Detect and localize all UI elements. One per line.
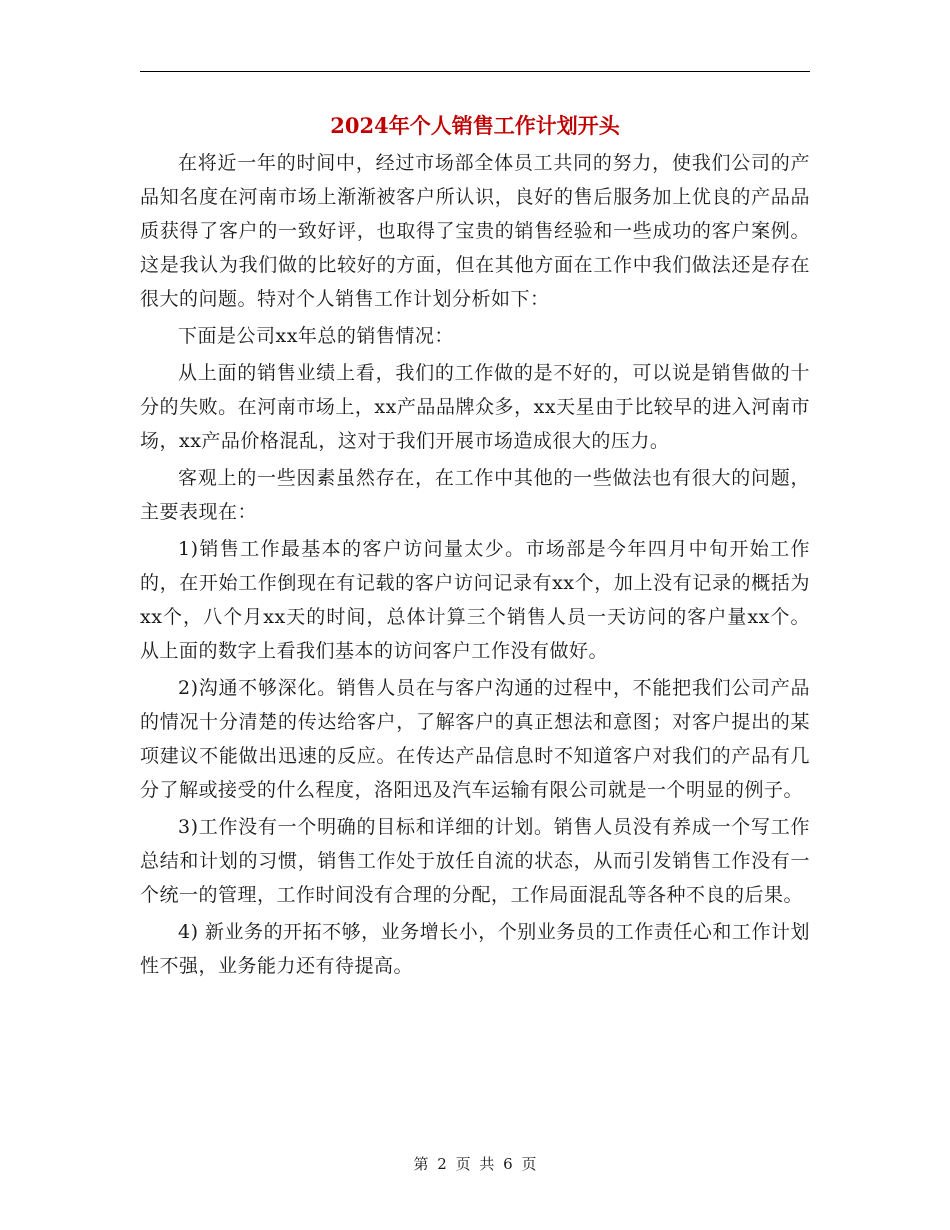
paragraph-problem-2: 2)沟通不够深化。销售人员在与客户沟通的过程中，不能把我们公司产品的情况十分清楚的传达给客户，了解客户的真正想法和意图；对客户提出的某项建议不能做出迅速的反应。在传达产品信息时不知道客户对我们的产品有几分了解或接受的什么程度，洛阳迅及汽车运输有限公司就是一个明显的例子。 bbox=[140, 677, 810, 801]
paragraph-problem-1: 1)销售工作最基本的客户访问量太少。市场部是今年四月中旬开始工作的，在开始工作倒现在有记载的客户访问记录有xx个，加上没有记录的概括为xx个，八个月xx天的时间，总体计算三个销售人员一天访问的客户量xx个。从上面的数字上看我们基本的访问客户工作没有做好。 bbox=[140, 538, 810, 662]
page-indicator: 第 2 页 共 6 页 bbox=[413, 1155, 537, 1173]
paragraph-sales-overview: 下面是公司xx年总的销售情况： bbox=[178, 325, 454, 347]
paragraph-problem-4: 4) 新业务的开拓不够，业务增长小，个别业务员的工作责任心和工作计划性不强，业务能力还有待提高。 bbox=[140, 921, 810, 977]
document-title: 2024年个人销售工作计划开头 bbox=[330, 113, 620, 138]
document-body bbox=[140, 146, 810, 986]
paragraph-problems-intro: 客观上的一些因素虽然存在，在工作中其他的一些做法也有很大的问题，主要表现在： bbox=[140, 467, 810, 523]
paragraph-intro: 在将近一年的时间中，经过市场部全体员工共同的努力，使我们公司的产品知名度在河南市场上渐渐被客户所认识，良好的售后服务加上优良的产品品质获得了客户的一致好评，也取得了宝贵的销售经验和一些成功的客户案例。这是我认为我们做的比较好的方面，但在其他方面在工作中我们做法还是存在很大的问题。特对个人销售工作计划分析如下： bbox=[140, 152, 810, 310]
paragraph-performance: 从上面的销售业绩上看，我们的工作做的是不好的，可以说是销售做的十分的失败。在河南市场上，xx产品品牌众多，xx天星由于比较早的进入河南市场，xx产品价格混乱，这对于我们开展市场造成很大的压力。 bbox=[140, 362, 810, 452]
header-rule bbox=[140, 71, 810, 72]
paragraph-problem-3: 3)工作没有一个明确的目标和详细的计划。销售人员没有养成一个写工作总结和计划的习惯，销售工作处于放任自流的状态，从而引发销售工作没有一个统一的管理，工作时间没有合理的分配，工作局面混乱等各种不良的后果。 bbox=[140, 816, 810, 906]
